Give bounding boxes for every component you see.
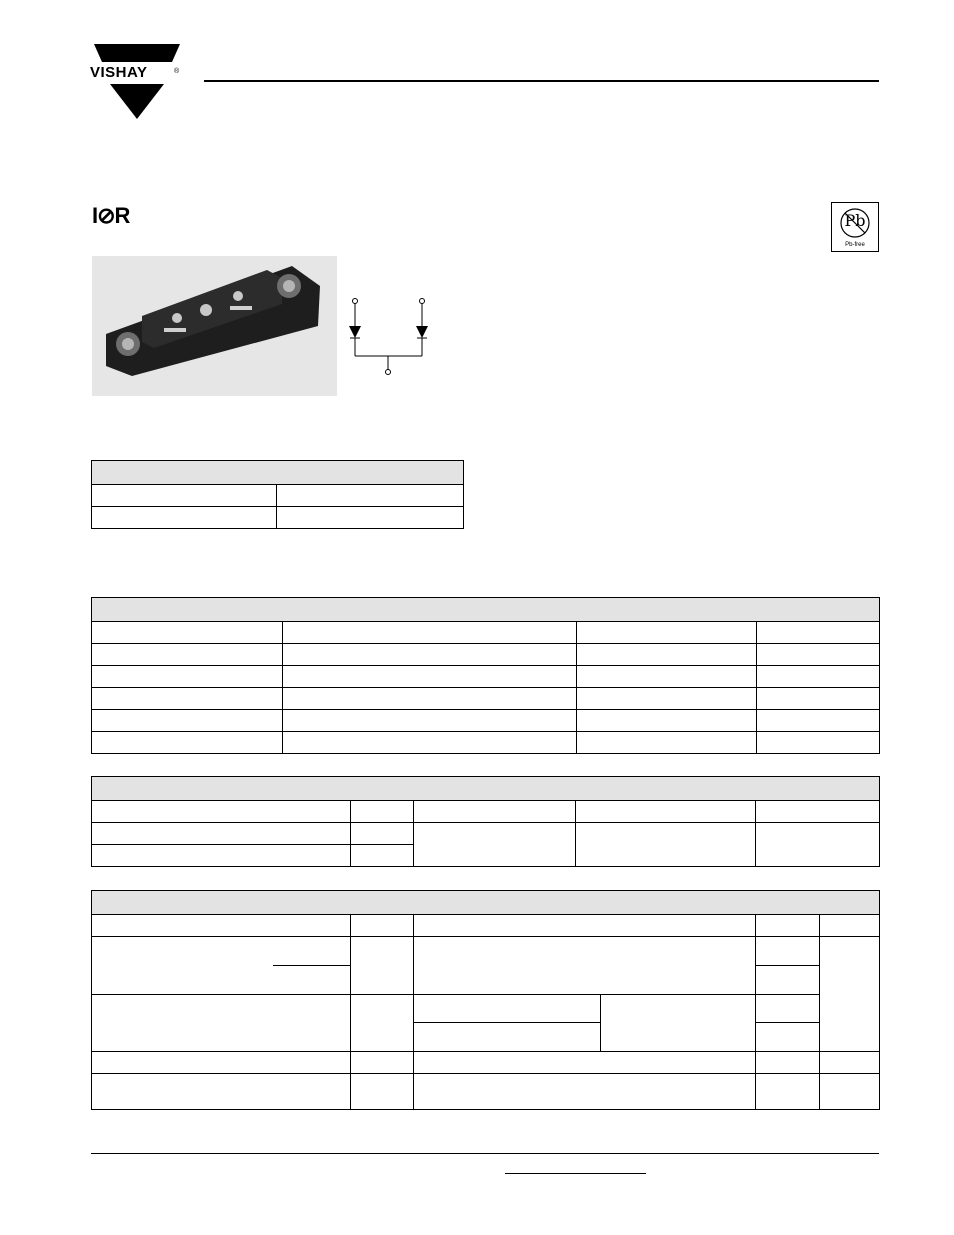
table-row bbox=[92, 1074, 880, 1110]
table-row bbox=[92, 644, 880, 666]
vishay-logo-text: VISHAY bbox=[90, 64, 148, 81]
table-row bbox=[92, 688, 880, 710]
table-row bbox=[92, 732, 880, 754]
ratings-table bbox=[91, 597, 880, 754]
table-row bbox=[92, 710, 880, 732]
table-row bbox=[92, 666, 880, 688]
ir-logo: I⊘R bbox=[92, 203, 130, 228]
table-row bbox=[92, 801, 880, 823]
voltage-table bbox=[91, 776, 880, 867]
ratings-table-header bbox=[92, 598, 880, 622]
vishay-triangle-icon bbox=[88, 44, 184, 120]
summary-table bbox=[91, 460, 464, 529]
circuit-diagram bbox=[340, 292, 440, 378]
summary-table-header bbox=[92, 461, 464, 485]
table-row bbox=[92, 915, 880, 937]
table-row bbox=[92, 937, 880, 966]
conduction-table bbox=[91, 890, 880, 1110]
table-row bbox=[92, 485, 464, 507]
module-image-icon bbox=[92, 256, 337, 396]
conduction-table-header bbox=[92, 891, 880, 915]
table-row bbox=[92, 823, 880, 845]
footer-rule bbox=[91, 1153, 879, 1154]
voltage-table-header bbox=[92, 777, 880, 801]
header-rule bbox=[204, 80, 879, 82]
table-row bbox=[92, 622, 880, 644]
table-row bbox=[92, 507, 464, 529]
module-photo bbox=[92, 256, 337, 396]
pb-free-caption: Pb-free bbox=[845, 242, 865, 248]
pb-symbol: Pb bbox=[844, 211, 866, 230]
footer-link-underline[interactable] bbox=[505, 1173, 646, 1174]
pb-free-badge bbox=[831, 202, 879, 252]
registered-mark: ® bbox=[174, 68, 180, 75]
table-row bbox=[92, 1052, 880, 1074]
table-row bbox=[92, 995, 880, 1023]
